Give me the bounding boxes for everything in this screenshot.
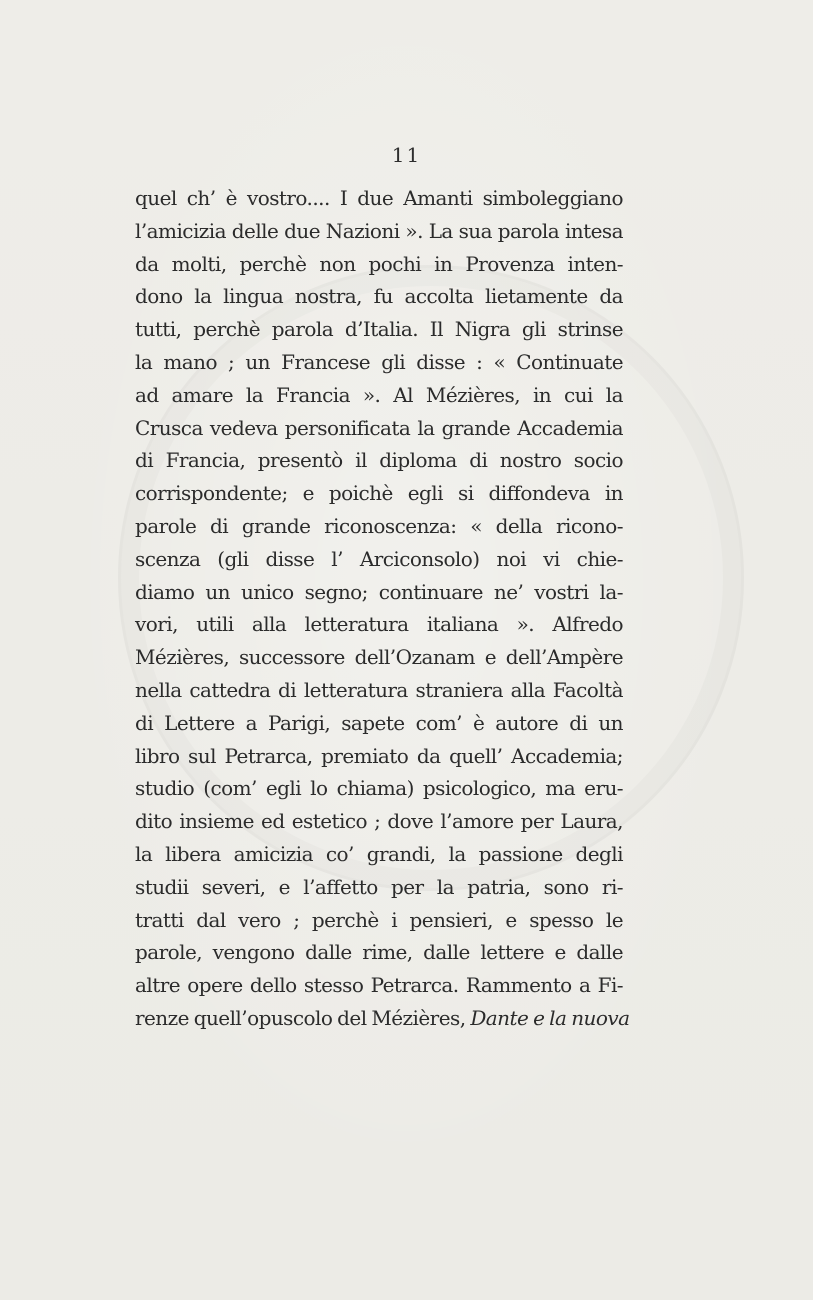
text-line: vori, utili alla letteratura italiana ». Alfredo (135, 612, 623, 637)
text-line: ad amare la Francia ». Al Mézières, in cui la (135, 382, 623, 407)
text-line: di Lettere a Parigi, sapete com’ è autore di un (135, 710, 623, 735)
text-line: parole, vengono dalle rime, dalle lettere e dalle (135, 940, 623, 965)
text-line: libro sul Petrarca, premiato da quell’ Accademia; (135, 743, 623, 768)
text-line: quel ch’ è vostro.... I due Amanti simboleggiano (135, 186, 623, 210)
text-line: studii severi, e l’affetto per la patria, sono ri- (135, 874, 623, 899)
text-line: dono la lingua nostra, fu accolta lietamente da (135, 284, 623, 309)
text-line: diamo un unico segno; continuare ne’ vostri la- (135, 579, 623, 604)
text-line: corrispondente; e poichè egli si diffondeva in (135, 481, 623, 506)
text-line: Crusca vedeva personificata la grande Accademia (135, 415, 623, 440)
text-line: la libera amicizia co’ grandi, la passione degli (135, 841, 623, 866)
text-line: da molti, perchè non pochi in Provenza inten- (135, 251, 623, 276)
text-line: tutti, perchè parola d’Italia. Il Nigra gli strinse (135, 317, 623, 342)
text-line: tratti dal vero ; perchè i pensieri, e spesso le (135, 907, 623, 932)
text-line: nella cattedra di letteratura straniera alla Facoltà (135, 677, 623, 702)
text-line: scenza (gli disse l’ Arciconsolo) noi vi chie- (135, 546, 623, 571)
text-line: studio (com’ egli lo chiama) psicologico, ma eru- (135, 776, 623, 801)
text-line-last (135, 1002, 630, 1035)
text-line-italic-title: Dante e la nuova (470, 1005, 630, 1030)
text-line: di Francia, presentò il diploma di nostro socio (135, 448, 623, 473)
text-line: Mézières, successore dell’Ozanam e dell’Ampère (135, 645, 623, 670)
body-text (135, 182, 630, 1035)
text-line-roman-part: renze quell’opuscolo del Mézières, (135, 1005, 466, 1030)
text-line: dito insieme ed estetico ; dove l’amore per Laura, (135, 809, 623, 834)
page-number: 11 (391, 143, 422, 167)
text-line: l’amicizia delle due Nazioni ». La sua parola intesa (135, 218, 623, 243)
text-line: parole di grande riconoscenza: « della ricono- (135, 513, 623, 538)
text-line: la mano ; un Francese gli disse : « Continuate (135, 349, 623, 374)
text-line: altre opere dello stesso Petrarca. Rammento a Fi- (135, 973, 623, 998)
